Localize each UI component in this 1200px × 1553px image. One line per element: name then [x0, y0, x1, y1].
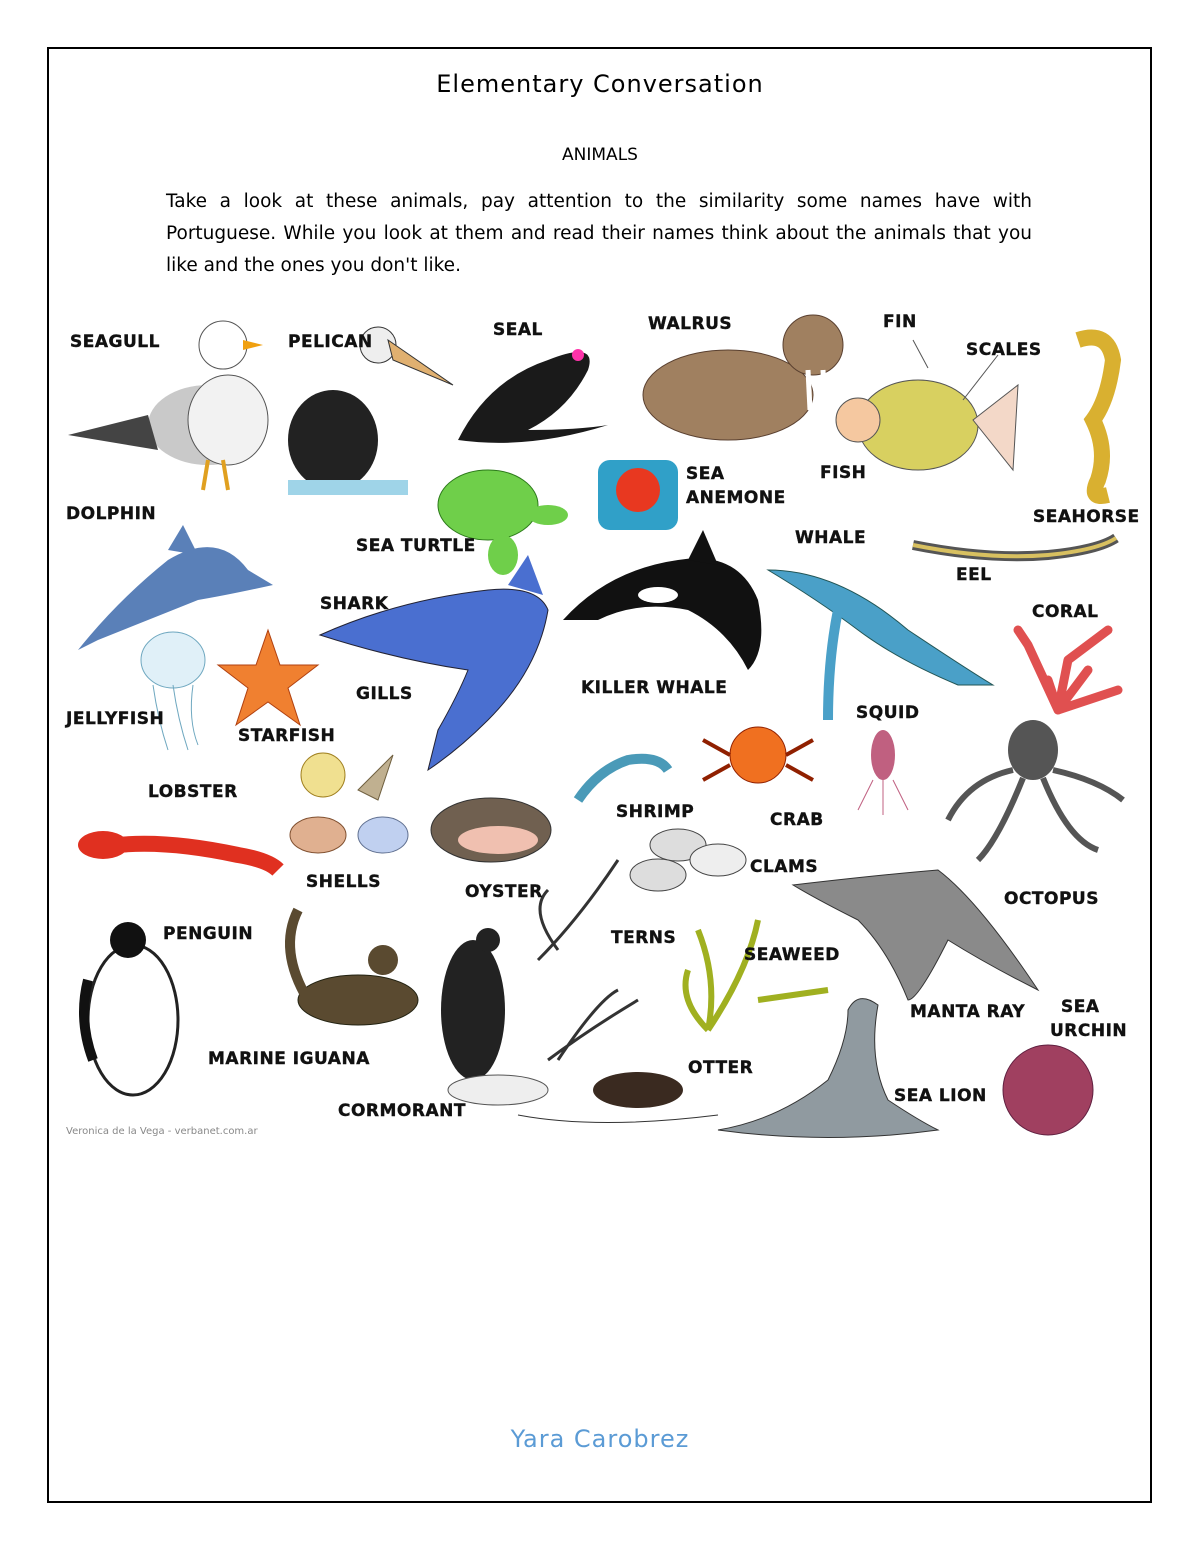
footer-author: Yara Carobrez	[510, 1425, 690, 1453]
label-coral: CORAL	[1032, 602, 1099, 622]
label-sea-lion: SEA LION	[894, 1086, 987, 1106]
crab-illustration	[703, 727, 813, 783]
killer-whale-illustration	[563, 530, 761, 670]
sea-urchin-illustration	[1003, 1045, 1093, 1135]
label-marine-iguana: MARINE IGUANA	[208, 1049, 370, 1069]
label-clams: CLAMS	[750, 857, 819, 877]
label-scales: SCALES	[966, 340, 1042, 360]
label-walrus: WALRUS	[648, 314, 733, 334]
eel-illustration	[913, 538, 1116, 556]
label-pelican: PELICAN	[288, 332, 373, 352]
label-crab: CRAB	[770, 810, 824, 830]
seaweed-illustration	[686, 920, 829, 1030]
shrimp-illustration	[578, 759, 668, 800]
label-seagull: SEAGULL	[70, 332, 160, 352]
sea-anemone-illustration	[598, 460, 678, 530]
sea-turtle-illustration	[438, 470, 568, 575]
squid-illustration	[858, 730, 908, 815]
label-squid: SQUID	[856, 703, 920, 723]
label-sea-urchin-line2: URCHIN	[1050, 1021, 1128, 1041]
label-sea-anemone-line2: ANEMONE	[686, 488, 786, 508]
seal-illustration	[458, 349, 608, 443]
terns-illustration	[538, 860, 638, 1060]
label-killer-whale: KILLER WHALE	[581, 678, 728, 698]
label-sea-turtle: SEA TURTLE	[356, 536, 476, 556]
label-otter: OTTER	[688, 1058, 754, 1078]
sea-animals-poster	[58, 300, 1143, 1160]
jellyfish-illustration	[141, 632, 205, 750]
label-fish: FISH	[820, 463, 867, 483]
label-lobster: LOBSTER	[148, 782, 238, 802]
marine-iguana-illustration	[290, 910, 418, 1025]
manta-ray-illustration	[793, 870, 1038, 1000]
label-octopus: OCTOPUS	[1004, 889, 1099, 909]
pelican-illustration	[288, 327, 453, 495]
oyster-illustration	[431, 798, 551, 862]
animal-illustrations	[58, 300, 1143, 1160]
label-sea-urchin-line1: SEA	[1061, 997, 1100, 1017]
otter-illustration	[518, 1072, 718, 1123]
label-penguin: PENGUIN	[163, 924, 254, 944]
label-cormorant: CORMORANT	[338, 1101, 466, 1121]
seahorse-illustration	[1078, 338, 1113, 497]
cormorant-illustration	[441, 928, 548, 1105]
label-shrimp: SHRIMP	[616, 802, 695, 822]
label-gills: GILLS	[356, 684, 413, 704]
starfish-illustration	[218, 630, 318, 725]
label-sea-anemone-line1: SEA	[686, 464, 725, 484]
label-whale: WHALE	[795, 528, 867, 548]
section-heading: ANIMALS	[562, 145, 638, 165]
label-dolphin: DOLPHIN	[66, 504, 157, 524]
label-seahorse: SEAHORSE	[1033, 507, 1140, 527]
label-fin: FIN	[883, 312, 917, 332]
image-credit: Veronica de la Vega - verbanet.com.ar	[66, 1126, 258, 1137]
shark-illustration	[320, 555, 548, 770]
shells-illustration	[290, 753, 408, 853]
label-shark: SHARK	[320, 594, 389, 614]
dolphin-illustration	[78, 525, 273, 650]
instructions-paragraph: Take a look at these animals, pay attention to the similarity some names have with Portuguese. While you look at them and read their names think about the animals that you like and the ones you don't like.	[166, 191, 1032, 276]
label-seal: SEAL	[493, 320, 543, 340]
label-starfish: STARFISH	[238, 726, 336, 746]
document-title: Elementary Conversation	[436, 70, 764, 98]
lobster-illustration	[78, 831, 278, 870]
label-oyster: OYSTER	[465, 882, 543, 902]
clams-illustration	[630, 829, 746, 891]
label-manta-ray: MANTA RAY	[910, 1002, 1026, 1022]
octopus-illustration	[948, 720, 1123, 860]
coral-illustration	[1018, 630, 1118, 710]
label-eel: EEL	[956, 565, 992, 585]
label-shells: SHELLS	[306, 872, 381, 892]
label-jellyfish: JELLYFISH	[66, 709, 165, 729]
whale-illustration	[768, 570, 993, 720]
label-seaweed: SEAWEED	[744, 945, 840, 965]
penguin-illustration	[84, 922, 178, 1095]
label-terns: TERNS	[611, 928, 677, 948]
